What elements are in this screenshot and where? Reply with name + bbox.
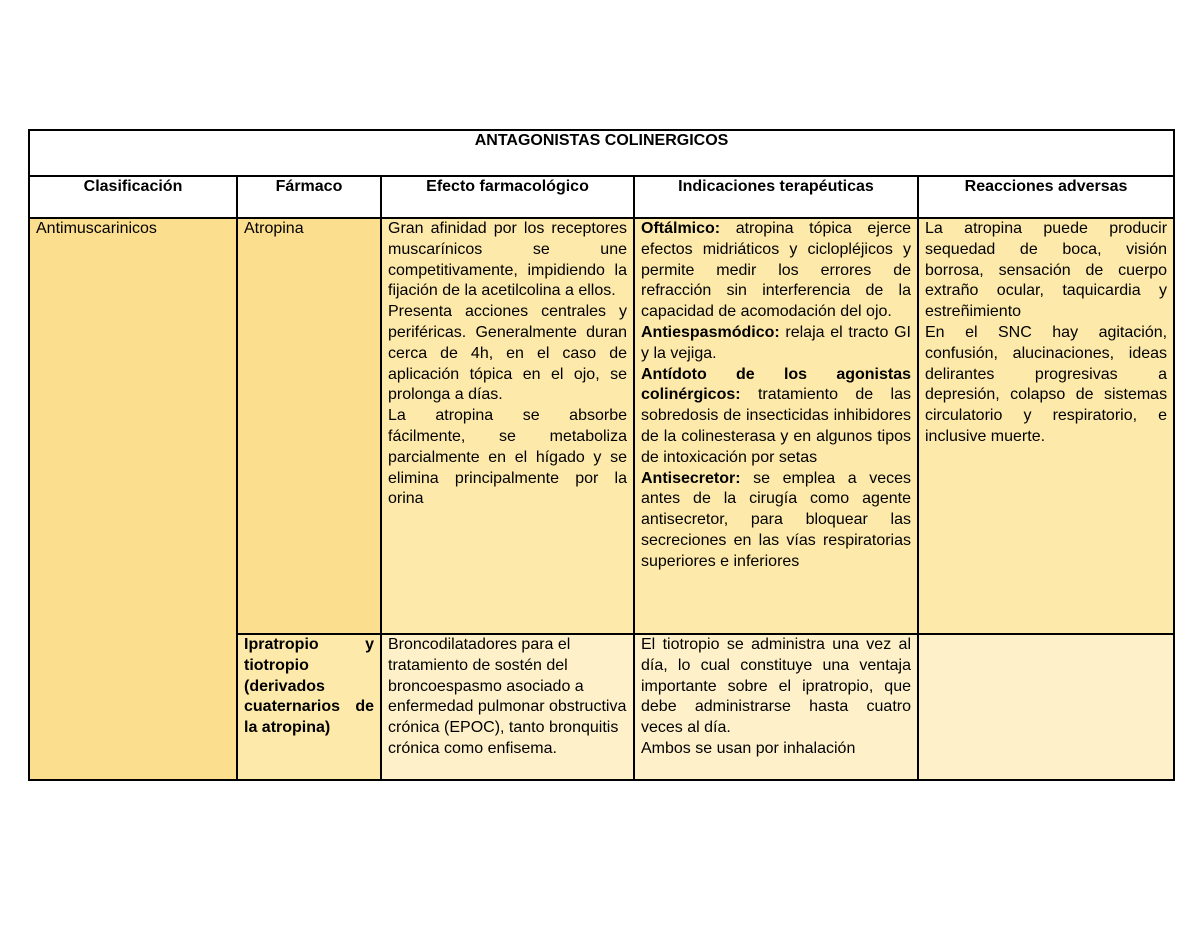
cell-effect-atropina: [381, 218, 634, 634]
indication-antisecretory: [641, 469, 911, 573]
cell-indications-atropina: [634, 218, 918, 634]
cell-effect-ipratropio: Broncodilatadores para el tratamiento de sostén del broncoespasmo asociado a enfermedad pulmonar obstructiva crónica (EPOC), tanto bronquitis crónica como enfisema.: [381, 634, 634, 780]
header-classification: Clasificación: [29, 176, 237, 218]
adverse-paragraph: La atropina puede producir sequedad de boca, visión borrosa, sensación de cuerpo extraño ocular, taquicardia y estreñimiento: [925, 220, 1168, 321]
indication-text: atropina tópica ejerce efectos midriáticos y ciclopléjicos y permite medir los errores de refracción sin interferencia de la capacidad de acomodación del ojo.: [641, 220, 911, 321]
indication-text: relaja el tracto GI y la vejiga.: [641, 323, 911, 362]
indication-label: Antiespasmódico:: [641, 323, 780, 341]
indication-antidote: [641, 365, 911, 469]
cell-adverse-ipratropio: [918, 634, 1174, 780]
indication-paragraph: El tiotropio se administra una vez al día, lo cual constituye una ventaja importante sobre el ipratropio, que debe administrarse hasta cuatro veces al día.: [641, 636, 911, 737]
header-drug: Fármaco: [237, 176, 381, 218]
cell-drug-ipratropio: Ipratropio y tiotropio (derivados cuaternarios de la atropina): [237, 634, 381, 780]
header-adverse: Reacciones adversas: [918, 176, 1174, 218]
adverse-paragraph: En el SNC hay agitación, confusión, alucinaciones, ideas delirantes progresivas a depresión, colapso de sistemas circulatorio y respiratorio, e inclusive muerte.: [925, 323, 1168, 445]
cell-drug-atropina: Atropina: [237, 218, 381, 634]
indication-paragraph: Ambos se usan por inhalación: [641, 739, 856, 757]
effect-paragraph: Presenta acciones centrales y periféricas. Generalmente duran cerca de 4h, en el caso de aplicación tópica en el ojo, se prolonga a días.: [388, 303, 627, 404]
indication-label: Antisecretor:: [641, 469, 741, 487]
effect-paragraph: La atropina se absorbe fácilmente, se metaboliza parcialmente en el hígado y se elimina principalmente por la orina: [388, 407, 627, 508]
cell-classification: Antimuscarinicos: [29, 218, 237, 780]
antagonists-table: [28, 129, 1175, 781]
effect-paragraph: Gran afinidad por los receptores muscarínicos se une competitivamente, impidiendo la fijación de la acetilcolina a ellos.: [388, 220, 627, 300]
table-title: ANTAGONISTAS COLINERGICOS: [29, 130, 1174, 176]
cell-adverse-atropina: [918, 218, 1174, 634]
indication-antispasmodic: [641, 323, 911, 365]
header-effect: Efecto farmacológico: [381, 176, 634, 218]
table-row: [29, 218, 1174, 634]
indication-label: Oftálmico:: [641, 220, 721, 237]
indication-ophthalmic: [641, 219, 911, 323]
indication-label: Antídoto de los agonistas colinérgicos:: [641, 365, 911, 404]
indication-text: se emplea a veces antes de la cirugía como agente antisecretor, para bloquear las secreciones en las vías respiratorias superiores e inferiores: [641, 469, 911, 570]
indication-text: tratamiento de las sobredosis de insecticidas inhibidores de la colinesterasa y en algunos tipos de intoxicación por setas: [641, 386, 911, 466]
cell-indications-ipratropio: [634, 634, 918, 780]
header-indications: Indicaciones terapéuticas: [634, 176, 918, 218]
